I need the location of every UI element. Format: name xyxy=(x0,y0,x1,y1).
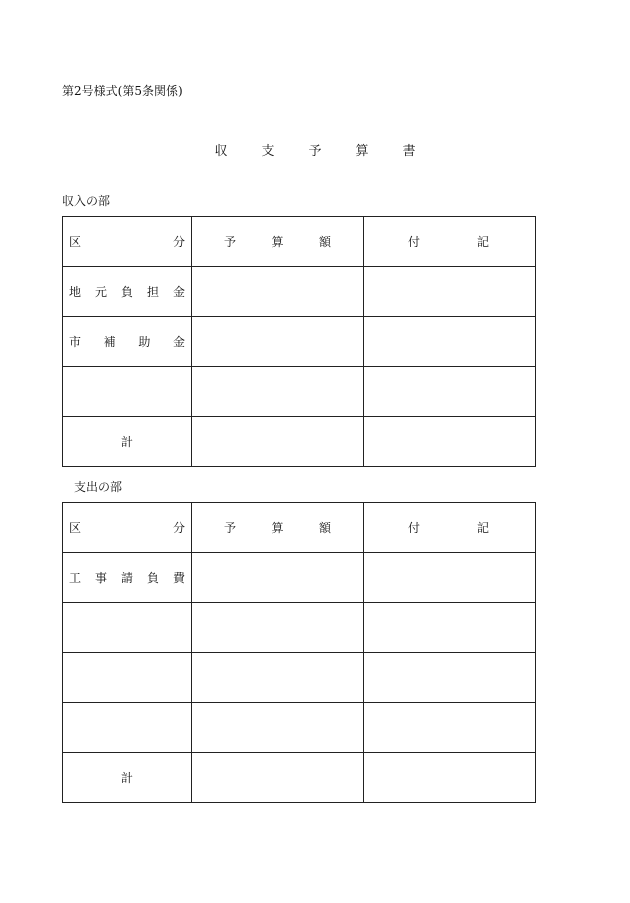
budget-amount-cell[interactable] xyxy=(192,703,364,753)
total-label: 計 xyxy=(63,753,192,803)
row-label-construction-contract xyxy=(63,553,192,603)
budget-amount-cell[interactable] xyxy=(192,553,364,603)
label-char: 工 xyxy=(69,571,82,585)
label-char: 費 xyxy=(172,571,185,585)
income-table xyxy=(62,216,536,467)
total-row xyxy=(63,753,536,803)
label-char: 予 xyxy=(224,235,237,249)
label-char: 請 xyxy=(120,571,133,585)
note-cell[interactable] xyxy=(364,553,536,603)
document-title xyxy=(0,140,630,159)
label-char: 負 xyxy=(146,571,159,585)
category-header xyxy=(63,217,192,267)
table-row xyxy=(63,367,536,417)
label-char: 区 xyxy=(69,235,82,249)
label-char: 金 xyxy=(172,285,185,299)
note-header xyxy=(364,217,536,267)
label-char: 負 xyxy=(120,285,133,299)
table-header-row xyxy=(63,217,536,267)
total-row xyxy=(63,417,536,467)
label-char: 記 xyxy=(476,235,489,249)
title-char: 支 xyxy=(261,144,275,159)
table-row xyxy=(63,553,536,603)
note-cell[interactable] xyxy=(364,603,536,653)
note-cell[interactable] xyxy=(364,417,536,467)
table-row xyxy=(63,653,536,703)
total-amount-cell[interactable] xyxy=(192,753,364,803)
label-char: 額 xyxy=(318,235,331,249)
income-section-label: 収入の部 xyxy=(62,194,111,208)
table-header-row xyxy=(63,503,536,553)
note-cell[interactable] xyxy=(364,703,536,753)
budget-amount-cell[interactable] xyxy=(192,603,364,653)
label-char: 付 xyxy=(408,521,421,535)
budget-header xyxy=(192,217,364,267)
title-char: 収 xyxy=(214,144,228,159)
row-label-empty[interactable] xyxy=(63,603,192,653)
note-cell[interactable] xyxy=(364,267,536,317)
table-row xyxy=(63,703,536,753)
title-char: 予 xyxy=(308,144,322,159)
table-row xyxy=(63,267,536,317)
label-char: 元 xyxy=(94,285,107,299)
note-cell[interactable] xyxy=(364,753,536,803)
total-amount-cell[interactable] xyxy=(192,417,364,467)
expense-table xyxy=(62,502,536,803)
label-char: 算 xyxy=(271,235,284,249)
table-row xyxy=(63,603,536,653)
title-char: 算 xyxy=(355,144,369,159)
label-char: 地 xyxy=(69,285,82,299)
row-label-empty[interactable] xyxy=(63,703,192,753)
expense-section-label: 支出の部 xyxy=(74,480,123,494)
label-char: 補 xyxy=(103,335,116,349)
label-char: 額 xyxy=(318,521,331,535)
table-row xyxy=(63,317,536,367)
label-char: 金 xyxy=(172,335,185,349)
row-label-city-subsidy xyxy=(63,317,192,367)
category-header xyxy=(63,503,192,553)
label-char: 算 xyxy=(271,521,284,535)
label-char: 記 xyxy=(476,521,489,535)
label-char: 担 xyxy=(146,285,159,299)
budget-amount-cell[interactable] xyxy=(192,317,364,367)
budget-amount-cell[interactable] xyxy=(192,653,364,703)
budget-header xyxy=(192,503,364,553)
label-char: 事 xyxy=(94,571,107,585)
form-number: 第2号様式(第5条関係) xyxy=(62,84,183,98)
row-label-empty[interactable] xyxy=(63,653,192,703)
label-char: 予 xyxy=(224,521,237,535)
label-char: 市 xyxy=(69,335,82,349)
row-label-local-contribution xyxy=(63,267,192,317)
label-char: 助 xyxy=(138,335,151,349)
row-label-empty[interactable] xyxy=(63,367,192,417)
label-char: 区 xyxy=(69,521,82,535)
note-cell[interactable] xyxy=(364,317,536,367)
total-label: 計 xyxy=(63,417,192,467)
note-header xyxy=(364,503,536,553)
title-char: 書 xyxy=(402,144,416,159)
budget-amount-cell[interactable] xyxy=(192,267,364,317)
label-char: 分 xyxy=(172,521,185,535)
note-cell[interactable] xyxy=(364,653,536,703)
label-char: 付 xyxy=(408,235,421,249)
note-cell[interactable] xyxy=(364,367,536,417)
label-char: 分 xyxy=(172,235,185,249)
budget-amount-cell[interactable] xyxy=(192,367,364,417)
